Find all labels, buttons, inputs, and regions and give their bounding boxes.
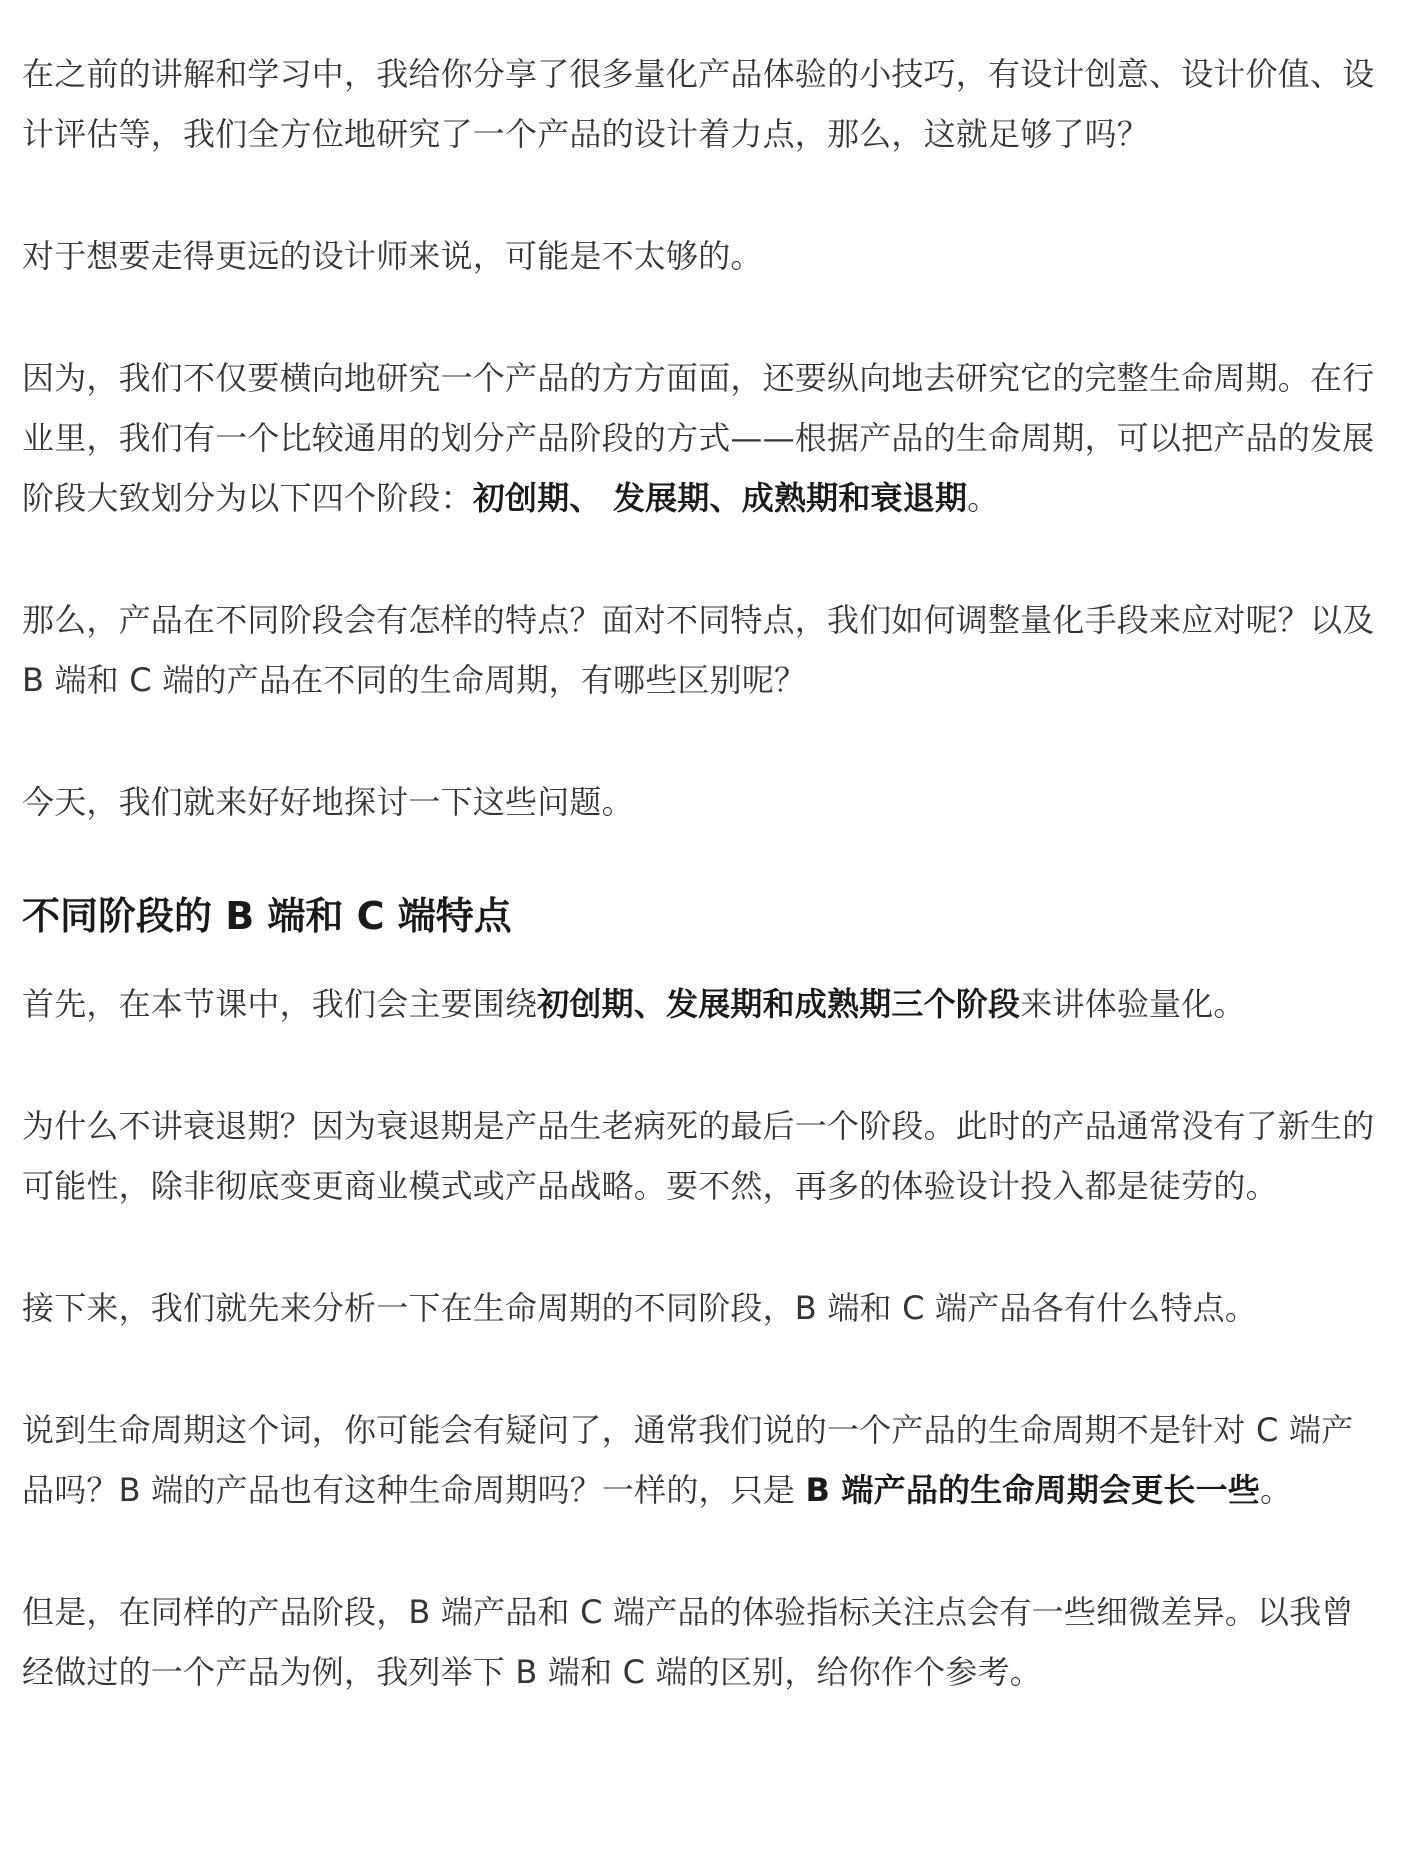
paragraph-b-end-lifecycle [22, 1400, 1378, 1520]
paragraph-text: 。 [967, 479, 1000, 517]
paragraph-text: 但是，在同样的产品阶段，B 端产品和 C 端产品的体验指标关注点会有一些细微差异。以我曾经做过的一个产品为例，我列举下 B 端和 C 端的区别，给你作个参考。 [22, 1593, 1354, 1691]
paragraph-questions [22, 590, 1378, 710]
paragraph-text: 来讲体验量化。 [1020, 985, 1246, 1023]
paragraph-text: 因为，我们不仅要横向地研究一个产品的方方面面，还要纵向地去研究它的完整生命周期。在行业里，我们有一个比较通用的划分产品阶段的方式——根据产品的生命周期，可以把产品的发展阶段大致划分为以下四个阶段： [22, 359, 1375, 517]
paragraph-three-stages [22, 974, 1378, 1034]
paragraph-text: 对于想要走得更远的设计师来说，可能是不太够的。 [22, 237, 763, 275]
paragraph-today [22, 772, 1378, 832]
bold-three-stages: 初创期、发展期和成熟期三个阶段 [537, 985, 1021, 1023]
paragraph-text: 那么，产品在不同阶段会有怎样的特点？面对不同特点，我们如何调整量化手段来应对呢？以及 B 端和 C 端的产品在不同的生命周期，有哪些区别呢？ [22, 601, 1375, 699]
paragraph-differences [22, 1582, 1378, 1702]
paragraph-text: 今天，我们就来好好地探讨一下这些问题。 [22, 783, 634, 821]
section-heading: 不同阶段的 B 端和 C 端特点 [22, 894, 512, 938]
paragraph-text: 首先，在本节课中，我们会主要围绕 [22, 985, 538, 1023]
paragraph-text: 说到生命周期这个词，你可能会有疑问了，通常我们说的一个产品的生命周期不是针对 C 端产品吗？B 端的产品也有这种生命周期吗？一样的，只是 [22, 1411, 1354, 1509]
paragraph-text: 在之前的讲解和学习中，我给你分享了很多量化产品体验的小技巧，有设计创意、设计价值、设计评估等，我们全方位地研究了一个产品的设计着力点，那么，这就足够了吗？ [22, 55, 1375, 153]
paragraph-decline [22, 1096, 1378, 1216]
bold-stages: 初创期、 发展期、成熟期和衰退期 [472, 479, 968, 517]
paragraph-not-enough [22, 226, 1378, 286]
paragraph-text: 为什么不讲衰退期？因为衰退期是产品生老病死的最后一个阶段。此时的产品通常没有了新生的可能性，除非彻底变更商业模式或产品战略。要不然，再多的体验设计投入都是徒劳的。 [22, 1107, 1375, 1205]
paragraph-intro [22, 44, 1378, 164]
bold-b-end-longer: B 端产品的生命周期会更长一些 [805, 1471, 1261, 1509]
paragraph-text: 接下来，我们就先来分析一下在生命周期的不同阶段，B 端和 C 端产品各有什么特点。 [22, 1289, 1258, 1327]
paragraph-text: 。 [1260, 1471, 1293, 1509]
paragraph-next [22, 1278, 1378, 1338]
paragraph-lifecycle [22, 348, 1378, 528]
